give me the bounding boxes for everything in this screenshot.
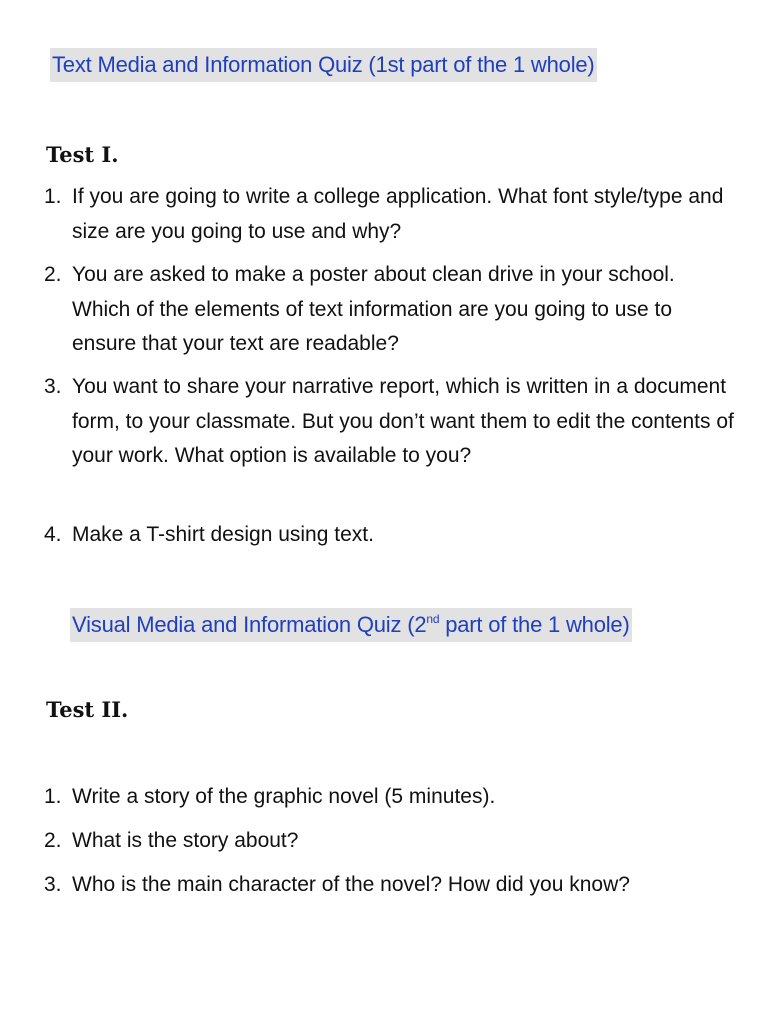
part2-title-rest: part of the 1 whole) (439, 612, 630, 637)
question-text: You want to share your narrative report, which is written in a document form, to your classmate. But you don’t want them to edit the contents of your work. What option is available to you? (72, 375, 734, 467)
question-number: 1. (44, 785, 62, 808)
list-item (44, 180, 734, 249)
question-text: Write a story of the graphic novel (5 minutes). (72, 785, 496, 808)
list-item (44, 780, 734, 815)
list-item (44, 258, 734, 362)
part1-title: Text Media and Information Quiz (1st part of the 1 whole) (50, 48, 597, 82)
part2-title-main: Visual Media and Information Quiz (2 (72, 612, 427, 637)
question-number: 2. (44, 829, 62, 852)
list-item (44, 868, 734, 903)
question-number: 3. (44, 375, 62, 398)
question-text: If you are going to write a college application. What font style/type and size are you going to use and why? (72, 185, 724, 243)
question-text: You are asked to make a poster about clean drive in your school. Which of the elements of text information are you going to use to ensure that your text are readable? (72, 263, 675, 355)
question-number: 4. (44, 523, 62, 546)
list-item (44, 518, 734, 553)
question-number: 1. (44, 185, 62, 208)
part2-title (70, 608, 632, 642)
list-item (44, 370, 734, 474)
test1-heading: Test I. (46, 142, 119, 167)
question-text: What is the story about? (72, 829, 299, 852)
part2-title-superscript: nd (426, 612, 440, 626)
test2-heading: Test II. (46, 697, 129, 722)
question-number: 3. (44, 873, 62, 896)
question-text: Who is the main character of the novel? How did you know? (72, 873, 630, 896)
list-item (44, 824, 734, 859)
question-number: 2. (44, 263, 62, 286)
question-text: Make a T-shirt design using text. (72, 523, 374, 546)
